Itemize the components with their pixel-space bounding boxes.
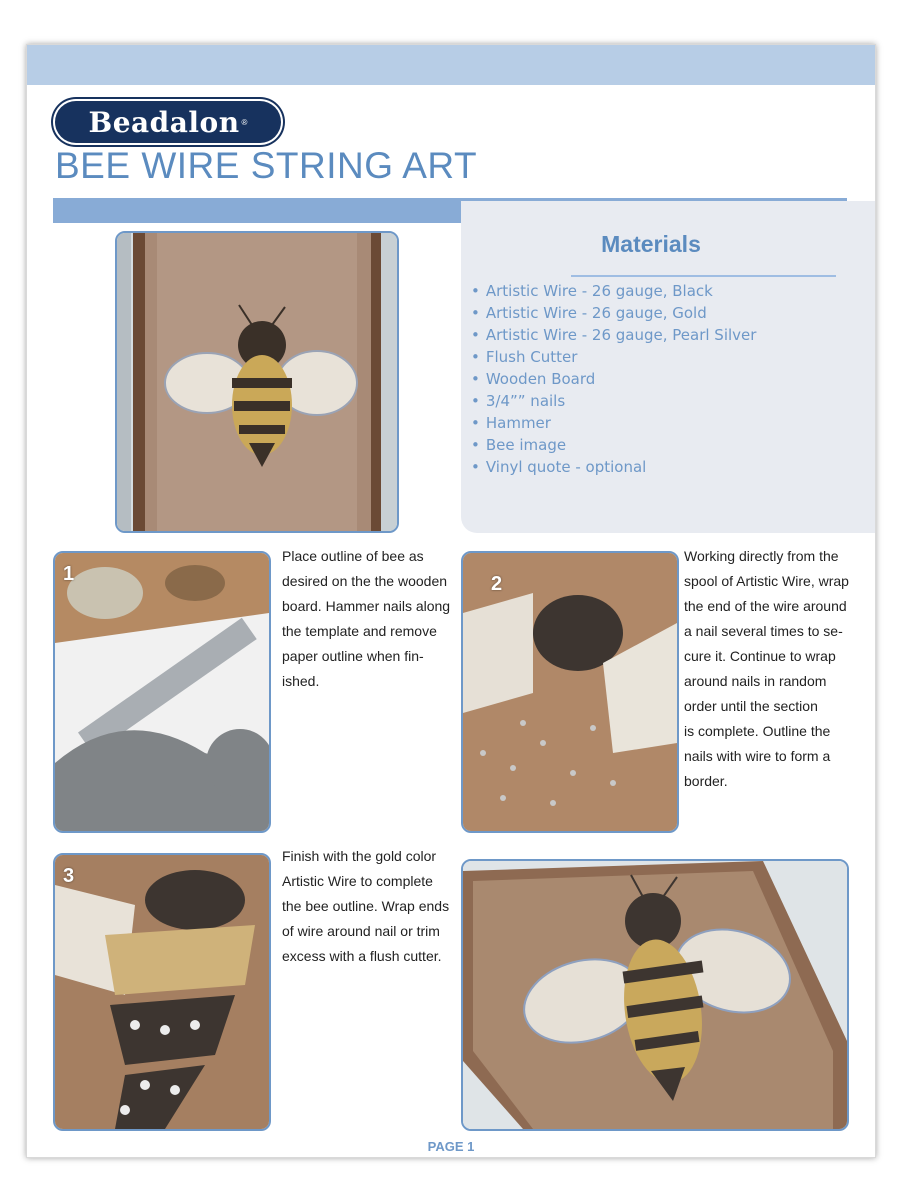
bullet-icon: • [471,392,480,410]
step-text-line: Working directly from the [684,548,839,564]
step-1-number: 1 [63,563,75,585]
step-text-line: Place outline of bee as [282,548,424,564]
materials-item [471,456,756,478]
materials-item-label: Wooden Board [485,370,596,388]
materials-rule [571,275,836,277]
step-2-text [684,544,849,794]
step-text-line: of wire around nail or trim [282,923,440,939]
materials-item-label: Flush Cutter [485,348,578,366]
bullet-icon: • [471,282,480,300]
step-text-line: ished. [282,673,320,689]
materials-item-label: Artistic Wire - 26 gauge, Gold [485,304,707,322]
materials-item [471,368,756,390]
materials-item-label: Hammer [485,414,551,432]
step-3-photo [53,853,271,1131]
materials-item-label: Bee image [485,436,567,454]
step-text-line: nails with wire to form a [684,748,831,764]
materials-item [471,346,756,368]
step-2-photo [461,551,679,833]
hero-photo-bee-board [115,231,399,533]
materials-list [471,280,756,478]
bullet-icon: • [471,348,480,366]
bullet-icon: • [471,436,480,454]
step-text-line: paper outline when fin- [282,648,424,664]
page-number: PAGE 1 [427,1139,475,1154]
bullet-icon: • [471,370,480,388]
materials-item-label: Vinyl quote - optional [485,458,647,476]
step-text-line: spool of Artistic Wire, wrap [684,573,849,589]
materials-item [471,302,756,324]
step-text-line: is complete. Outline the [684,723,831,739]
materials-item [471,412,756,434]
materials-item [471,390,756,412]
step-text-line: Finish with the gold color [282,848,437,864]
logo-text: Beadalon [88,105,240,139]
step-text-line: the bee outline. Wrap ends [282,898,450,914]
page-title: BEE WIRE STRING ART [55,145,478,186]
bullet-icon: • [471,458,480,476]
materials-item-label: Artistic Wire - 26 gauge, Pearl Silver [485,326,757,344]
step-text-line: order until the section [684,698,818,714]
step-text-line: around nails in random [684,673,827,689]
bullet-icon: • [471,414,480,432]
bullet-icon: • [471,304,480,322]
header-band [27,45,875,85]
materials-item [471,434,756,456]
step-text-line: desired on the the wooden [282,573,448,589]
step-text-line: the template and remove [282,623,437,639]
beadalon-logo [55,101,281,143]
step-text-line: a nail several times to se- [684,623,843,639]
materials-heading: Materials [601,231,701,257]
step-1-text [282,544,450,694]
step-text-line: the end of the wire around [684,598,847,614]
step-text-line: Artistic Wire to complete [282,873,433,889]
bullet-icon: • [471,326,480,344]
step-3-number: 3 [63,865,75,887]
materials-item-label: 3/4”” nails [485,392,566,410]
step-1-photo [53,551,271,833]
step-text-line: excess with a flush cutter. [282,948,442,964]
materials-item-label: Artistic Wire - 26 gauge, Black [485,282,713,300]
step-text-line: border. [684,773,728,789]
document-page [26,44,876,1158]
final-bee-photo [461,859,849,1131]
step-3-text [282,844,449,969]
step-text-line: cure it. Continue to wrap [684,648,836,664]
step-text-line: board. Hammer nails along [282,598,451,614]
step-2-number: 2 [491,573,503,595]
registered-mark: ® [241,117,248,127]
materials-item [471,324,756,346]
materials-item [471,280,756,302]
materials-panel [461,201,875,533]
